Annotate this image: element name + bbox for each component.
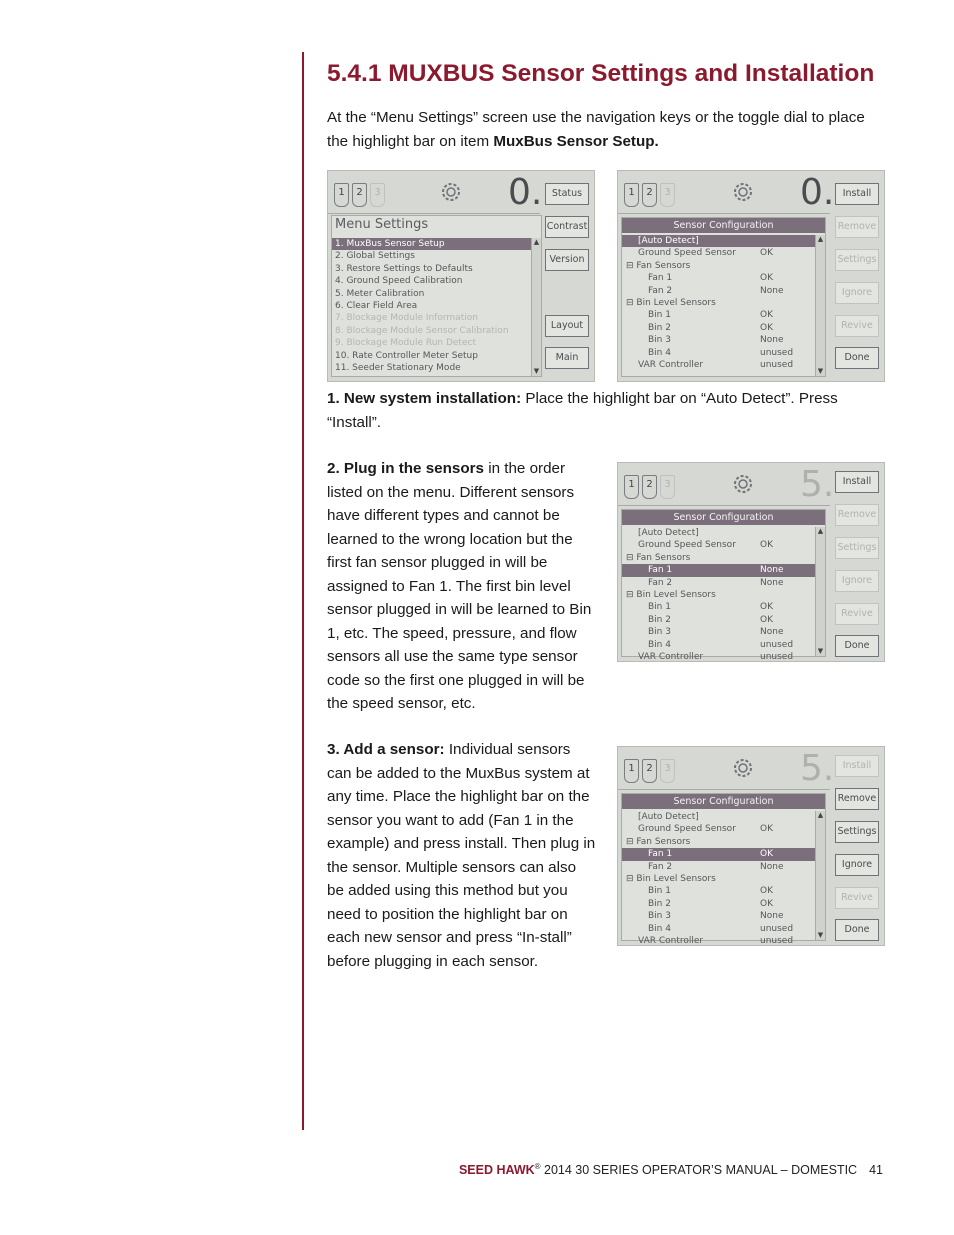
sensor-row: [Auto Detect] [622, 235, 815, 247]
intro-paragraph [327, 106, 887, 153]
sensor-row: Ground Speed Sensor OK [638, 824, 773, 835]
menu-item: 2. Global Settings [335, 251, 415, 262]
revive-button: Revive [835, 603, 879, 625]
section-title: 5.4.1 MUXBUS Sensor Settings and Installation [327, 60, 875, 87]
sensor-row: VAR Controller unused [638, 359, 794, 370]
sensor-row: Bin 1 OK [648, 886, 773, 897]
menu-item: 8. Blockage Module Sensor Calibration [335, 325, 509, 336]
tab-2: 2 [642, 759, 657, 783]
screen-header [328, 171, 543, 214]
screen-header [618, 747, 835, 790]
main-button: Main [545, 347, 589, 369]
sensor-row: ⊟ Fan Sensors [626, 836, 691, 847]
sensor-panel [621, 793, 826, 946]
tab-2: 2 [352, 183, 367, 207]
sensor-list [622, 235, 815, 371]
step-2-text: in the order listed on the menu. Different sensors have different types and cannot be learned to the wrong location but the first fan sensor plugged in will be assigned to Fan 1. The first bin level sensor plugged in will be learned to Bin 1, etc. The speed, pressure, and flow sensors all use the same type sensor code so the first one plugged in will be the speed sensor, etc. [327, 460, 592, 712]
footer-brand: SEED HAWK [458, 1163, 535, 1178]
sensor-row: VAR Controller unused [638, 935, 794, 946]
menu-panel [331, 215, 542, 377]
settings-button: Settings [835, 537, 879, 559]
done-button: Done [835, 919, 879, 941]
install-button: Install [835, 183, 879, 205]
sensor-row: ⊟ Fan Sensors [626, 552, 691, 563]
sensor-row: Bin 3 None [648, 627, 784, 638]
sensor-row: Fan 2 None [648, 285, 784, 296]
sensor-row: Ground Speed Sensor OK [638, 540, 773, 551]
sensor-row: [Auto Detect] [638, 528, 699, 538]
scroll-down-icon: ▼ [533, 367, 540, 375]
done-button: Done [835, 347, 879, 369]
tab-3: 3 [660, 475, 675, 499]
layout-button: Layout [545, 315, 589, 337]
gear-icon [730, 471, 756, 497]
sensor-row: Bin 2 OK [648, 898, 773, 909]
display-number: 5. [800, 748, 835, 789]
sensor-row: Bin 3 None [648, 911, 784, 922]
tab-2: 2 [642, 475, 657, 499]
menu-item: 4. Ground Speed Calibration [335, 276, 463, 287]
tab-3: 3 [660, 759, 675, 783]
scroll-up-icon: ▲ [817, 811, 824, 819]
menu-item: 1. MuxBus Sensor Setup [332, 238, 531, 250]
step-3-text: Individual sensors can be added to the MuxBus system at any time. Place the highlight bar on the sensor you want to add (Fan 1 in the example) and press install. Then plug in the sensor. Multiple sensors can also be added using this method but you need to position the highlight bar on each new sensor and press “In-stall” before plugging in each sensor. [327, 741, 596, 970]
scroll-down-icon: ▼ [817, 931, 824, 939]
page-footer [0, 1162, 883, 1177]
step-2-caption [327, 457, 597, 716]
intro-text: At the “Menu Settings” screen use the navigation keys or the toggle dial to place the highlight bar on item [327, 109, 865, 150]
gear-icon [730, 179, 756, 205]
step-2-bold: 2. Plug in the sensors [327, 460, 484, 477]
sensor-panel [621, 509, 826, 662]
step-1-text: Place the highlight bar on “Auto Detect”. Press “Install”. [327, 390, 838, 431]
scrollbar [815, 527, 825, 656]
sensor-row: Fan 1 OK [622, 848, 815, 860]
revive-button: Revive [835, 315, 879, 337]
tab-3: 3 [370, 183, 385, 207]
menu-item: 10. Rate Controller Meter Setup [335, 350, 478, 361]
remove-button: Remove [835, 216, 879, 238]
settings-button: Settings [835, 821, 879, 843]
sensor-row: Bin 1 OK [648, 602, 773, 613]
sensor-panel [621, 217, 826, 377]
menu-item: 11. Seeder Stationary Mode [335, 362, 461, 373]
sensor-row: ⊟ Bin Level Sensors [626, 297, 716, 308]
sensor-row: Bin 3 None [648, 335, 784, 346]
intro-bold: MuxBus Sensor Setup. [493, 132, 659, 150]
ignore-button: Ignore [835, 854, 879, 876]
panel-title: Menu Settings [335, 217, 429, 232]
margin-rule [302, 52, 304, 1130]
scrollbar [531, 238, 541, 376]
scroll-up-icon: ▲ [817, 235, 824, 243]
sensor-row: ⊟ Bin Level Sensors [626, 589, 716, 600]
screenshot-sensor-config-auto [617, 170, 885, 382]
step-3-bold: 3. Add a sensor: [327, 741, 445, 758]
screenshot-sensor-config-fan1 [617, 462, 885, 662]
scrollbar [815, 811, 825, 940]
scroll-up-icon: ▲ [533, 238, 540, 246]
footer-registered: ® [534, 1162, 541, 1171]
step-3-caption [327, 738, 597, 973]
scrollbar [815, 235, 825, 376]
remove-button: Remove [835, 788, 879, 810]
scroll-up-icon: ▲ [817, 527, 824, 535]
sensor-row: VAR Controller unused [638, 651, 794, 662]
menu-item: 7. Blockage Module Information [335, 313, 478, 324]
sensor-list [622, 811, 815, 946]
step-1-caption [327, 387, 887, 434]
sensor-row: Bin 4 unused [648, 347, 794, 358]
screen-header [618, 171, 835, 214]
menu-list [332, 238, 531, 374]
remove-button: Remove [835, 504, 879, 526]
tab-1: 1 [624, 183, 639, 207]
gear-icon [438, 179, 464, 205]
screen-header [618, 463, 835, 506]
sensor-row: Bin 2 OK [648, 322, 773, 333]
tab-1: 1 [624, 759, 639, 783]
scroll-down-icon: ▼ [817, 647, 824, 655]
footer-text: 2014 30 SERIES OPERATOR’S MANUAL – DOMESTIC [540, 1163, 858, 1178]
ignore-button: Ignore [835, 282, 879, 304]
menu-item: 5. Meter Calibration [335, 288, 425, 299]
page-number: 41 [869, 1163, 883, 1178]
scroll-down-icon: ▼ [817, 367, 824, 375]
sensor-row: Fan 2 None [648, 861, 784, 872]
sensor-row: Fan 2 None [648, 577, 784, 588]
sensor-row: Bin 4 unused [648, 923, 794, 934]
tab-1: 1 [624, 475, 639, 499]
done-button: Done [835, 635, 879, 657]
display-number: 0. [800, 172, 835, 213]
tab-2: 2 [642, 183, 657, 207]
contrast-button: Contrast [545, 216, 589, 238]
version-button: Version [545, 249, 589, 271]
sensor-row: Bin 1 OK [648, 310, 773, 321]
tab-1: 1 [334, 183, 349, 207]
sensor-row: [Auto Detect] [638, 812, 699, 822]
revive-button: Revive [835, 887, 879, 909]
menu-item: 9. Blockage Module Run Detect [335, 338, 476, 349]
install-button: Install [835, 471, 879, 493]
ignore-button: Ignore [835, 570, 879, 592]
settings-button: Settings [835, 249, 879, 271]
gear-icon [730, 755, 756, 781]
menu-item: 6. Clear Field Area [335, 300, 418, 311]
sensor-row: Bin 4 unused [648, 639, 794, 650]
sensor-row: Bin 2 OK [648, 614, 773, 625]
step-1-bold: 1. New system installation: [327, 390, 522, 407]
screenshot-sensor-config-added [617, 746, 885, 946]
panel-title: Sensor Configuration [622, 510, 825, 525]
sensor-list [622, 527, 815, 662]
sensor-row: Fan 1 None [622, 564, 815, 576]
screenshot-menu-settings [327, 170, 595, 382]
tab-3: 3 [660, 183, 675, 207]
panel-title: Sensor Configuration [622, 218, 825, 233]
menu-item: 3. Restore Settings to Defaults [335, 263, 473, 274]
panel-title: Sensor Configuration [622, 794, 825, 809]
sensor-row: ⊟ Fan Sensors [626, 260, 691, 271]
sensor-row: ⊟ Bin Level Sensors [626, 873, 716, 884]
install-button: Install [835, 755, 879, 777]
display-number: 0. [508, 172, 543, 213]
sensor-row: Ground Speed Sensor OK [638, 248, 773, 259]
status-button: Status [545, 183, 589, 205]
sensor-row: Fan 1 OK [648, 273, 773, 284]
display-number: 5. [800, 464, 835, 505]
